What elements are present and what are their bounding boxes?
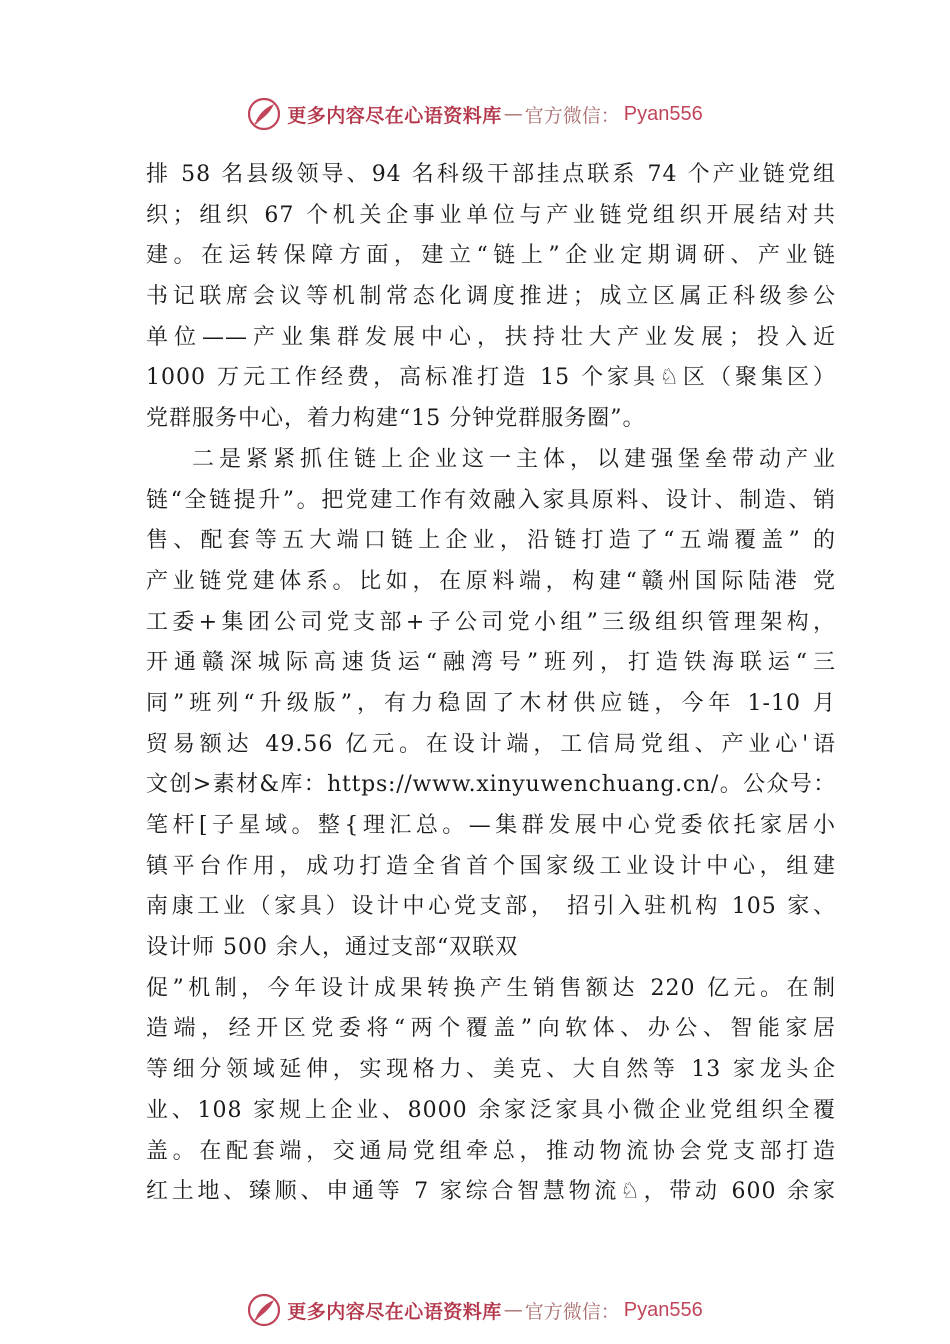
quill-logo-icon [247,97,281,131]
text-line: 单位——产业集群发展中心，扶持壮大产业发展；投入近 [146,324,836,350]
text-line: 促”机制，今年设计成果转换产生销售额达 220 亿元。在制 [146,975,836,1001]
document-body [146,155,836,1213]
banner-title: 更多内容尽在心语资料库 [287,1300,502,1323]
text-line: 售、配套等五大端口链上企业，沿链打造了“五端覆盖” 的 [146,528,836,554]
banner-wechat-id: Pyan556 [623,102,703,125]
text-line: 南康工业（家具）设计中心党支部， 招引入驻机构 105 家、 [146,894,836,920]
text-line: 同”班列“升级版”，有力稳固了木材供应链，今年 1-10 月 [146,690,836,716]
footer-banner [0,1290,950,1330]
header-banner [0,94,950,134]
text-line: 业、108 家规上企业、8000 余家泛家具小微企业党组织全覆 [146,1097,836,1123]
text-line: 红土地、臻顺、申通等 7 家综合智慧物流♘，带动 600 余家 [146,1179,836,1205]
text-line: 设计师 500 余人，通过支部“双联双 [146,935,519,961]
text-line: 笔杆[子星域。整{理汇总。—集群发展中心党委依托家居小 [146,813,836,838]
banner-wechat-id: Pyan556 [623,1298,703,1321]
text-line: 产业链党建体系。比如，在原料端，构建“赣州国际陆港 党 [146,568,836,594]
banner-title: 更多内容尽在心语资料库 [287,104,502,127]
text-line: 等细分领域延伸，实现格力、美克、大自然等 13 家龙头企 [146,1057,836,1083]
text-line: 建。在运转保障方面，建立“链上”企业定期调研、产业链 [146,243,836,269]
text-line: 贸易额达 49.56 亿元。在设计端，工信局党组、产业心'语 [146,731,836,757]
text-line: 盖。在配套端，交通局党组牵总，推动物流协会党支部打造 [146,1138,836,1164]
text-line: 镇平台作用，成功打造全省首个国家级工业设计中心，组建 [146,853,836,879]
banner-official-label: 官方微信： [524,104,620,127]
banner-separator: — [503,103,523,125]
text-line: 开通赣深城际高速货运“融湾号”班列，打造铁海联运“三 [146,650,836,676]
text-line: 造端，经开区党委将“两个覆盖”向软体、办公、智能家居 [146,1016,836,1042]
text-line: 二是紧紧抓住链上企业这一主体，以建强堡垒带动产业 [192,446,836,472]
text-line: 排 58 名县级领导、94 名科级干部挂点联系 74 个产业链党组 [146,162,836,187]
text-line: 织；组织 67 个机关企事业单位与产业链党组织开展结对共 [146,202,836,228]
text-line: 书记联席会议等机制常态化调度推进；成立区属正科级参公 [146,284,836,310]
text-line: 工委+集团公司党支部+子公司党小组”三级组织管理架构， [146,609,836,635]
text-line: 链“全链提升”。把党建工作有效融入家具原料、设计、制造、销 [146,487,836,513]
text-line: 党群服务中心，着力构建“15 分钟党群服务圈”。 [146,406,646,432]
text-line: 文创>素材&库：https://www.xinyuwenchuang.cn/。公众号： [146,772,836,798]
text-line: 1000 万元工作经费，高标准打造 15 个家具♘区（聚集区） [146,365,836,391]
banner-official-label: 官方微信： [524,1300,620,1323]
banner-separator: — [503,1299,523,1321]
quill-logo-icon [247,1293,281,1327]
